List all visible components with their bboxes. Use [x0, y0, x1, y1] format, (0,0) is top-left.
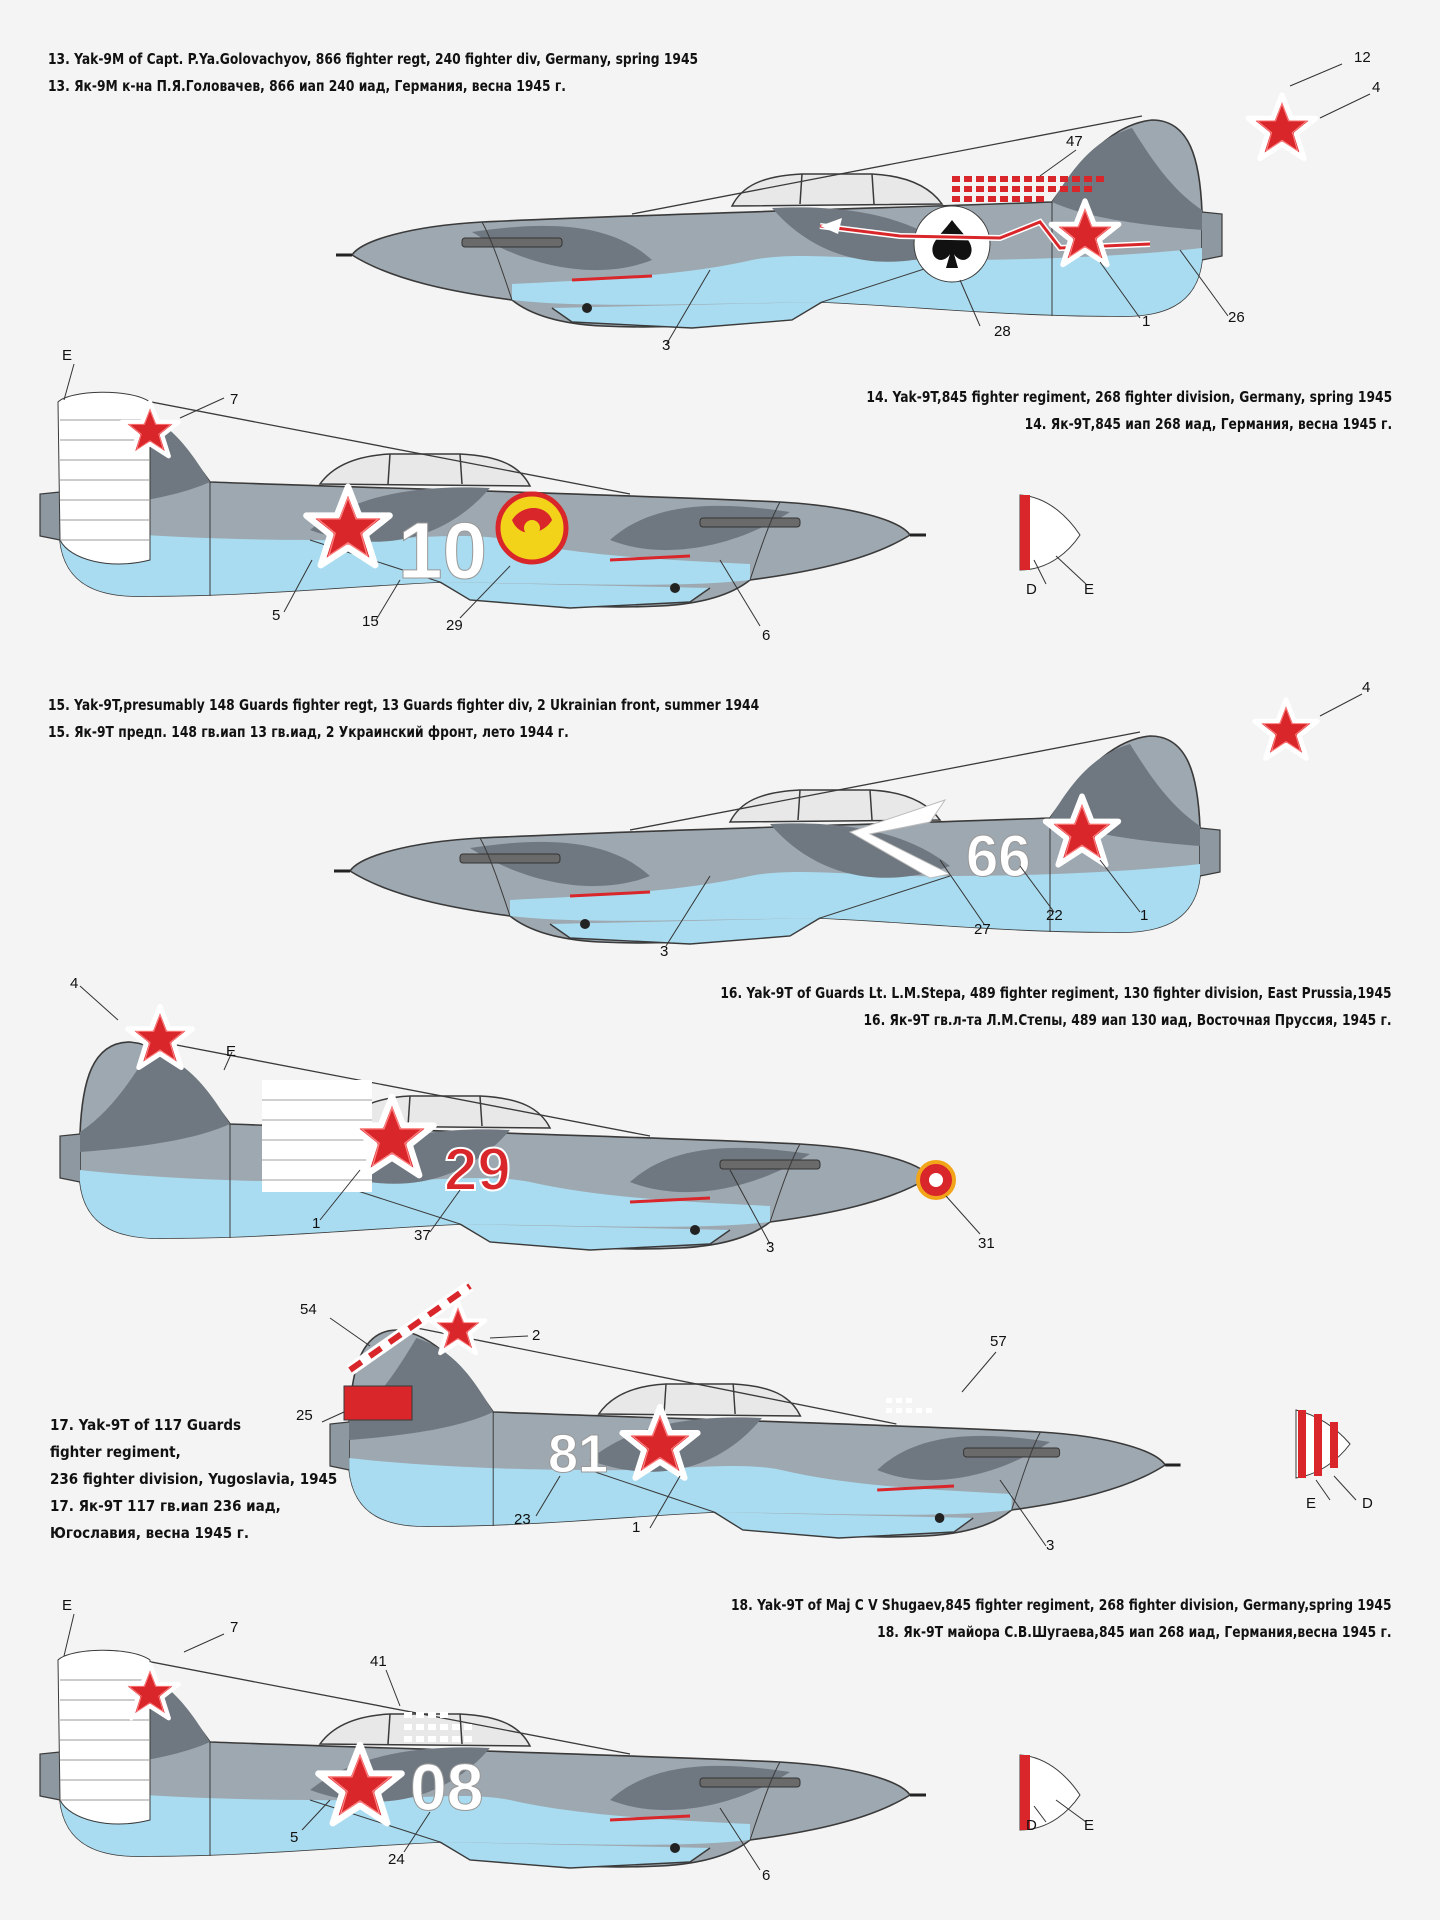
ace-of-spades-emblem: [914, 206, 990, 282]
callout-24: 24: [388, 1851, 405, 1868]
callout-D: D: [1026, 581, 1037, 598]
callout-23: 23: [514, 1511, 531, 1528]
tactical-number-81: 81: [548, 1424, 609, 1484]
callout-12: 12: [1354, 49, 1371, 66]
callout-E: E: [226, 1043, 237, 1060]
callout-5: 5: [290, 1829, 299, 1846]
tail-star: [1248, 95, 1316, 159]
caption-line-4: 17. Як-9Т 117 гв.иап 236 иад,: [50, 1497, 281, 1515]
callout-1: 1: [1142, 313, 1151, 330]
callout-25: 25: [296, 1407, 313, 1424]
rudder-red-band: [344, 1386, 412, 1420]
callout-6: 6: [762, 1867, 771, 1884]
callout-4: 4: [1372, 79, 1381, 96]
regiment-emblem: [918, 1162, 954, 1198]
callout-37: 37: [414, 1227, 431, 1244]
callout-15: 15: [362, 613, 379, 630]
callout-3: 3: [766, 1239, 775, 1256]
callout-D: D: [1362, 1495, 1373, 1512]
caption-line-ru: 16. Як-9Т гв.л-та Л.М.Степы, 489 иап 130 иад, Восточная Пруссия, 1945 г.: [863, 1011, 1392, 1029]
callout-41: 41: [370, 1653, 387, 1670]
caption-line-en: 14. Yak-9T,845 fighter regiment, 268 fighter division, Germany, spring 1945: [866, 388, 1392, 406]
callout-27: 27: [974, 921, 991, 938]
callout-1: 1: [632, 1519, 641, 1536]
profile-14-aircraft: [0, 337, 1440, 660]
caption-line-ru: 15. Як-9Т предп. 148 гв.иап 13 гв.иад, 2 Украинский фронт, лето 1944 г.: [48, 723, 569, 741]
caption-line-2: fighter regiment,: [50, 1443, 181, 1461]
tactical-number-08: 08: [410, 1750, 484, 1824]
callout-29: 29: [446, 617, 463, 634]
callout-54: 54: [300, 1301, 317, 1318]
caption-line-en: 15. Yak-9T,presumably 148 Guards fighter regt, 13 Guards fighter div, 2 Ukrainian front, summer 1944: [48, 696, 760, 714]
callout-22: 22: [1046, 907, 1063, 924]
caption-line-ru: 13. Як-9М к-на П.Я.Головачев, 866 иап 240 иад, Германия, весна 1945 г.: [48, 77, 566, 95]
caption-line-ru: 14. Як-9Т,845 иап 268 иад, Германия, весна 1945 г.: [1024, 415, 1392, 433]
tail-star: [1255, 700, 1317, 759]
caption-line-3: 236 fighter division, Yugoslavia, 1945: [50, 1470, 338, 1488]
callout-E: E: [62, 347, 73, 364]
callout-47: 47: [1066, 133, 1083, 150]
callout-2: 2: [532, 1327, 541, 1344]
callout-6: 6: [762, 627, 771, 644]
callout-26: 26: [1228, 309, 1245, 326]
tactical-number-66: 66: [966, 824, 1031, 889]
callout-4: 4: [70, 975, 79, 992]
callout-28: 28: [994, 323, 1011, 340]
callout-31: 31: [978, 1235, 995, 1252]
caption-line-en: 13. Yak-9M of Capt. P.Ya.Golovachyov, 866 fighter regt, 240 fighter div, Germany, spring 1945: [48, 50, 699, 68]
callout-3: 3: [662, 337, 671, 354]
profile-15-aircraft: [0, 660, 1440, 960]
callout-E: E: [1306, 1495, 1317, 1512]
callout-D: D: [1026, 1817, 1037, 1834]
profile-13-aircraft: [0, 0, 1440, 340]
callout-57: 57: [990, 1333, 1007, 1350]
callout-1: 1: [312, 1215, 321, 1232]
regiment-emblem: [498, 494, 566, 562]
tactical-number-29: 29: [444, 1136, 511, 1203]
profile-18-aircraft: [0, 1580, 1440, 1900]
callout-4: 4: [1362, 679, 1371, 696]
caption-line-ru: 18. Як-9Т майора С.В.Шугаева,845 иап 268 иад, Германия,весна 1945 г.: [877, 1623, 1392, 1641]
callout-1: 1: [1140, 907, 1149, 924]
profile-16-aircraft: [0, 960, 1440, 1270]
callout-3: 3: [1046, 1537, 1055, 1554]
callout-E: E: [62, 1597, 73, 1614]
callout-5: 5: [272, 607, 281, 624]
callout-3: 3: [660, 943, 669, 960]
callout-E-spinner: E: [1084, 581, 1095, 598]
tactical-number-10: 10: [398, 506, 487, 595]
caption-line-en: 16. Yak-9T of Guards Lt. L.M.Stepa, 489 fighter regiment, 130 fighter division, East Prussia,1945: [720, 984, 1392, 1002]
caption-line-5: Югославия, весна 1945 г.: [50, 1524, 249, 1542]
profile-17-aircraft: [0, 1270, 1440, 1580]
caption-line-1: 17. Yak-9T of 117 Guards: [50, 1416, 242, 1434]
callout-7: 7: [230, 391, 239, 408]
callout-7: 7: [230, 1619, 239, 1636]
caption-line-en: 18. Yak-9T of Maj C V Shugaev,845 fighter regiment, 268 fighter division, Germany,spring 1945: [731, 1596, 1392, 1614]
callout-E-spinner: E: [1084, 1817, 1095, 1834]
